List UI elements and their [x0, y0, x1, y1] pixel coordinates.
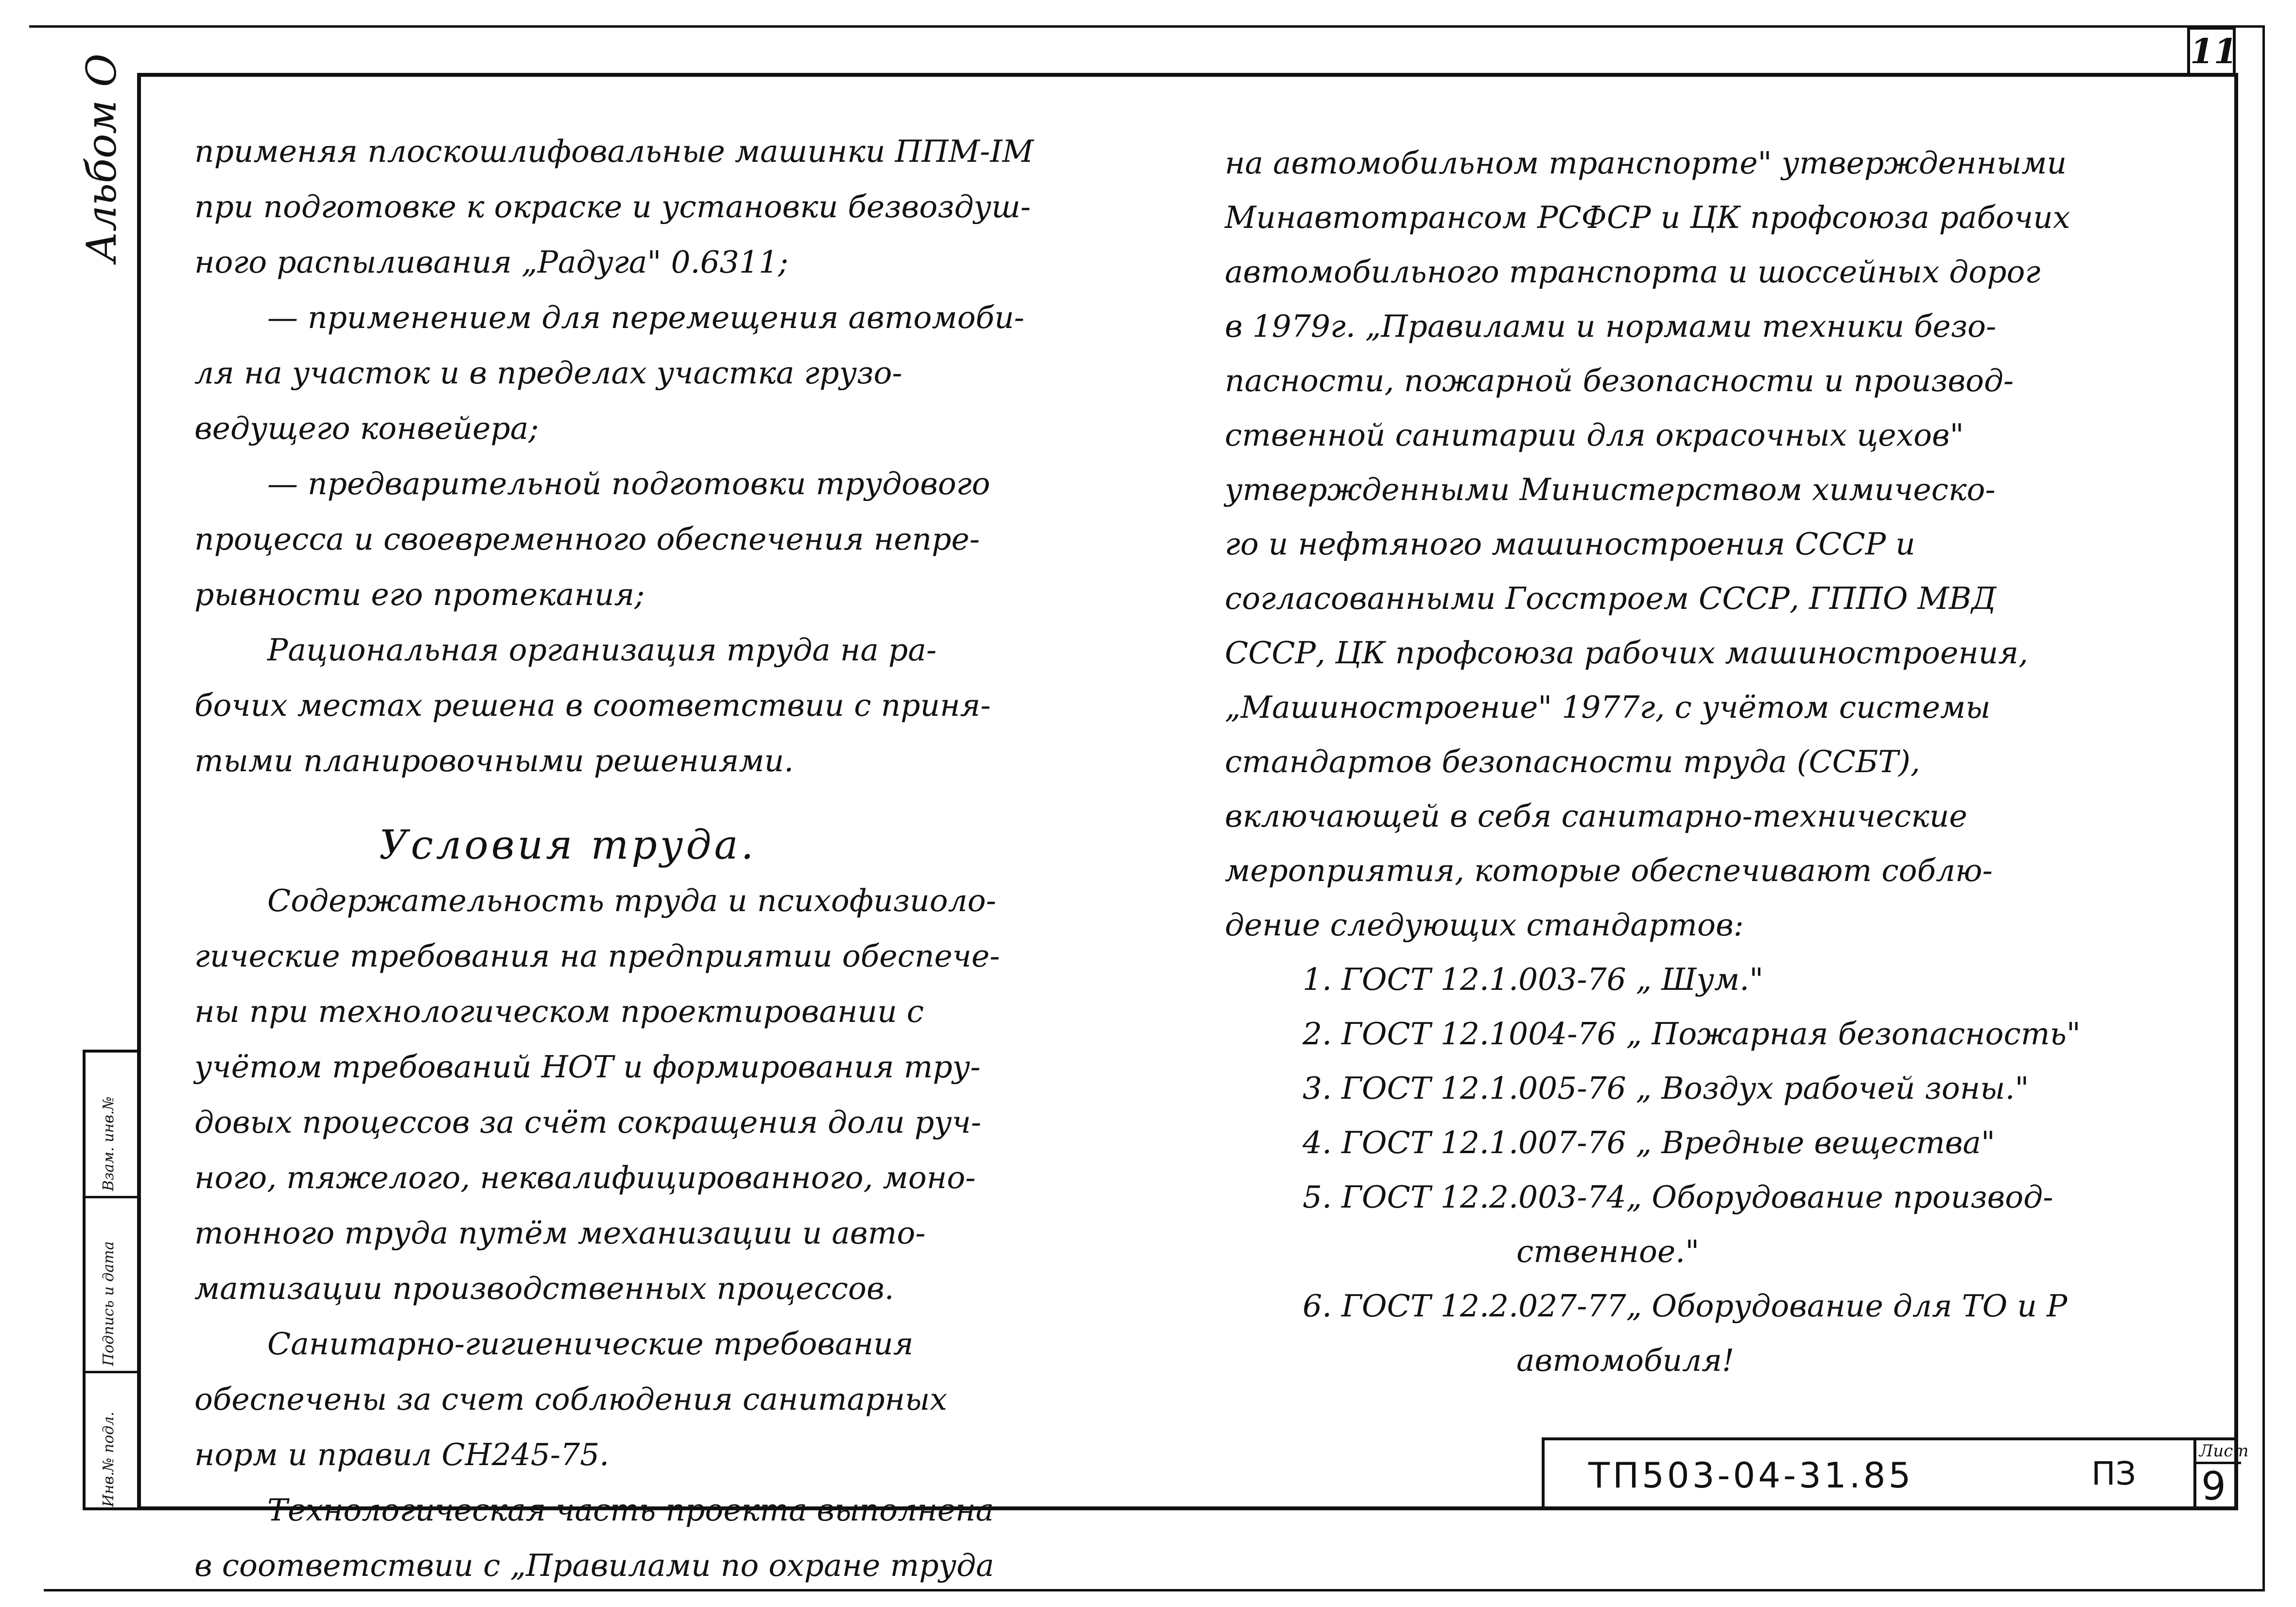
- section-heading: Условия труда.: [379, 822, 757, 868]
- right-text-line: ственное.": [1516, 1234, 1700, 1269]
- right-text-column: [1225, 136, 2081, 1388]
- right-text-line: мероприятия, которые обеспечивают соблю-: [1225, 853, 1993, 888]
- right-text-line: Минавтотрансом РСФСР и ЦК профсоюза рабочих: [1225, 200, 2070, 235]
- right-text-line: 4. ГОСТ 12.1.007-76 „ Вредные вещества": [1303, 1125, 1995, 1160]
- left-text-line: ведущего конвейера;: [194, 411, 539, 446]
- document-code: ТП503-04-31.85: [1588, 1455, 1914, 1496]
- left-text-line: ного, тяжелого, неквалифицированного, моно-: [194, 1160, 976, 1195]
- left-text-line: ны при технологическом проектировании с: [194, 994, 924, 1029]
- left-text-line: ного распыливания „Радуга" 0.6311;: [194, 244, 789, 280]
- left-text-line: Санитарно-гигиенические требования: [267, 1326, 914, 1362]
- right-text-line: дение следующих стандартов:: [1225, 907, 1744, 943]
- left-text-column: [194, 124, 1034, 1593]
- right-text-line: стандартов безопасности труда (ССБТ),: [1225, 744, 1920, 779]
- left-text-line: при подготовке к окраске и установки безвоздуш-: [194, 189, 1031, 225]
- left-text-line: норм и правил СН245-75.: [194, 1437, 609, 1472]
- left-text-line: Технологическая часть проекта выполнена: [267, 1492, 994, 1528]
- document-section: ПЗ: [2091, 1455, 2136, 1492]
- left-text-line: бочих местах решена в соответствии с приня-: [194, 688, 991, 723]
- stamp-label-original-inv: Инв.№ подл.: [100, 1412, 117, 1507]
- outer-top-line: [29, 25, 2265, 28]
- right-text-line: 5. ГОСТ 12.2.003-74„ Оборудование производ-: [1303, 1179, 2053, 1215]
- right-text-line: автомобильного транспорта и шоссейных дорог: [1225, 254, 2041, 290]
- title-block: [1542, 1437, 2249, 1510]
- album-label: Альбом О: [78, 53, 125, 262]
- left-text-line: довых процессов за счёт сокращения доли руч-: [194, 1105, 981, 1140]
- stamp-label-replace-inv: Взам. инв.№: [100, 1096, 117, 1191]
- left-text-line: обеспечены за счет соблюдения санитарных: [194, 1382, 947, 1417]
- left-text-line: процесса и своевременного обеспечения непре-: [194, 521, 980, 557]
- left-text-line: применяя плоскошлифовальные машинки ППМ-IМ: [194, 134, 1034, 169]
- right-text-line: го и нефтяного машиностроения СССР и: [1225, 526, 1915, 562]
- left-text-line: рывности его протекания;: [194, 577, 645, 612]
- right-text-line: 2. ГОСТ 12.1004-76 „ Пожарная безопасность": [1303, 1016, 2081, 1052]
- right-text-line: 6. ГОСТ 12.2.027-77„ Оборудование для ТО и Р: [1303, 1288, 2068, 1324]
- right-text-line: ственной санитарии для окрасочных цехов": [1225, 417, 1964, 453]
- left-text-line: тыми планировочными решениями.: [194, 743, 794, 778]
- left-text-line: матизации производственных процессов.: [194, 1271, 894, 1306]
- left-text-line: ля на участок и в пределах участка грузо-: [194, 355, 903, 391]
- right-text-line: СССР, ЦК профсоюза рабочих машиностроения,: [1225, 635, 2028, 671]
- left-text-line: гические требования на предприятии обеспече-: [194, 938, 1000, 974]
- left-text-line: учётом требований НОТ и формирования тру-: [194, 1049, 981, 1085]
- left-text-line: Рациональная организация труда на ра-: [267, 632, 937, 668]
- right-text-line: утвержденными Министерством химическо-: [1225, 472, 1996, 507]
- left-text-line: Содержательность труда и психофизиоло-: [267, 883, 996, 918]
- left-text-line: тонного труда путём механизации и авто-: [194, 1215, 926, 1251]
- right-text-line: „Машиностроение" 1977г, с учётом системы: [1225, 690, 1991, 725]
- right-text-line: 1. ГОСТ 12.1.003-76 „ Шум.": [1303, 962, 1764, 997]
- sheet-number: 9: [2201, 1464, 2226, 1509]
- stamp-label-signature-date: Подпись и дата: [100, 1241, 117, 1366]
- left-text-line: — предварительной подготовки трудового: [267, 466, 991, 501]
- right-text-line: согласованными Госстроем СССР, ГППО МВД: [1225, 581, 1997, 616]
- top-sheet-number: 11: [2187, 27, 2236, 73]
- approval-stamp: [83, 1050, 137, 1510]
- sheet-label: Лист: [2199, 1441, 2249, 1461]
- left-text-line: — применением для перемещения автомоби-: [267, 300, 1025, 335]
- outer-right-line: [2262, 25, 2265, 1590]
- right-text-line: на автомобильном транспорте" утвержденными: [1225, 145, 2067, 181]
- sheet-cell: [2193, 1440, 2249, 1510]
- right-text-line: в 1979г. „Правилами и нормами техники безо-: [1225, 309, 1997, 344]
- left-text-line: в соответствии с „Правилами по охране труда: [194, 1548, 994, 1583]
- right-text-line: автомобиля!: [1516, 1343, 1735, 1378]
- right-text-line: пасности, пожарной безопасности и производ-: [1225, 363, 2014, 398]
- right-text-line: включающей в себя санитарно-технические: [1225, 798, 1967, 834]
- right-text-line: 3. ГОСТ 12.1.005-76 „ Воздух рабочей зоны.": [1303, 1071, 2029, 1106]
